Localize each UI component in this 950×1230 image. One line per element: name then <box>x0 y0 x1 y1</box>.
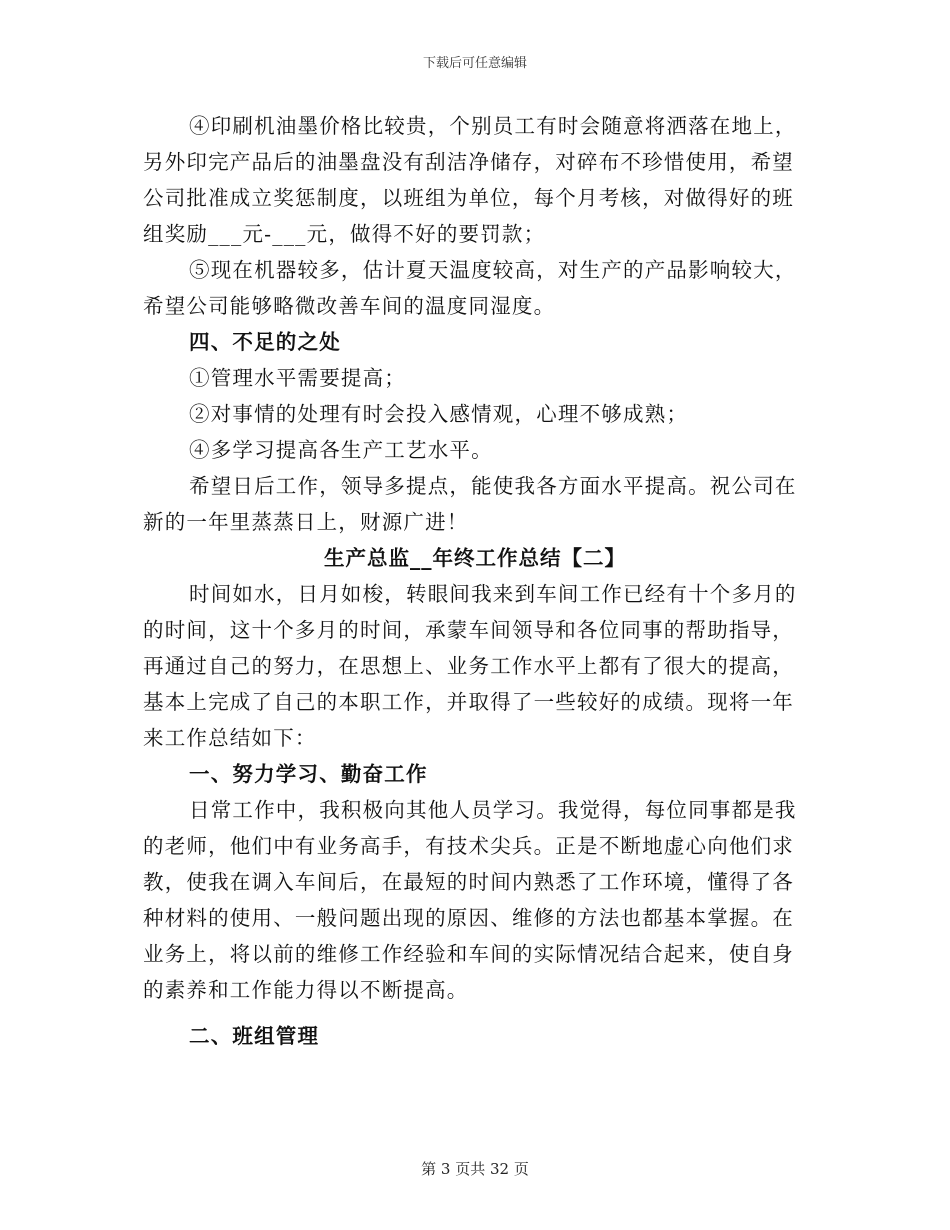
section-heading: 四、不足的之处 <box>189 330 341 354</box>
paragraph-line: ④多学习提高各生产工艺水平。 <box>189 438 493 462</box>
section-heading: 一、努力学习、勤奋工作 <box>189 762 428 786</box>
page-header: 下载后可任意编辑 <box>422 56 527 71</box>
paragraph-line: 组奖励___元-___元，做得不好的要罚款； <box>143 222 546 246</box>
paragraph-line: ⑤现在机器较多，估计夏天温度较高，对生产的产品影响较大， <box>189 258 797 282</box>
paragraph-line: 的老师，他们中有业务高手，有技术尖兵。正是不断地虚心向他们求 <box>143 834 794 858</box>
page-footer: 第 3 页共 32 页 <box>421 1160 529 1178</box>
paragraph-line: 种材料的使用、一般问题出现的原因、维修的方法也都基本掌握。在 <box>143 906 794 930</box>
paragraph-line: 时间如水，日月如梭，转眼间我来到车间工作已经有十个多月的 <box>189 582 797 606</box>
paragraph-line: 另外印完产品后的油墨盘没有刮洁净储存，对碎布不珍惜使用，希望 <box>143 150 794 174</box>
paragraph-line: 来工作总结如下： <box>143 726 317 750</box>
document-body <box>143 108 807 1054</box>
section-title: 生产总监__年终工作总结【二】 <box>324 546 626 570</box>
paragraph-line: 业务上，将以前的维修工作经验和车间的实际情况结合起来，使自身 <box>143 942 794 966</box>
paragraph-line: 教，使我在调入车间后，在最短的时间内熟悉了工作环境，懂得了各 <box>143 870 794 894</box>
paragraph-line: ②对事情的处理有时会投入感情观，心理不够成熟； <box>189 402 689 426</box>
paragraph-line: 再通过自己的努力，在思想上、业务工作水平上都有了很大的提高， <box>143 654 794 678</box>
paragraph-line: 的素养和工作能力得以不断提高。 <box>143 978 469 1002</box>
section-heading: 二、班组管理 <box>189 1024 320 1048</box>
paragraph-line: 日常工作中，我积极向其他人员学习。我觉得，每位同事都是我 <box>189 798 797 822</box>
paragraph-line: ①管理水平需要提高； <box>189 366 406 390</box>
paragraph-line: ④印刷机油墨价格比较贵，个别员工有时会随意将洒落在地上， <box>189 114 797 138</box>
paragraph-line: 基本上完成了自己的本职工作，并取得了一些较好的成绩。现将一年 <box>143 690 794 714</box>
paragraph-line: 的时间，这十个多月的时间，承蒙车间领导和各位同事的帮助指导， <box>143 618 794 642</box>
paragraph-line: 公司批准成立奖惩制度，以班组为单位，每个月考核，对做得好的班 <box>143 186 794 210</box>
paragraph-line: 希望日后工作，领导多提点，能使我各方面水平提高。祝公司在 <box>189 474 797 498</box>
paragraph-line: 希望公司能够略微改善车间的温度同湿度。 <box>143 294 556 318</box>
paragraph-line: 新的一年里蒸蒸日上，财源广进！ <box>143 510 469 534</box>
